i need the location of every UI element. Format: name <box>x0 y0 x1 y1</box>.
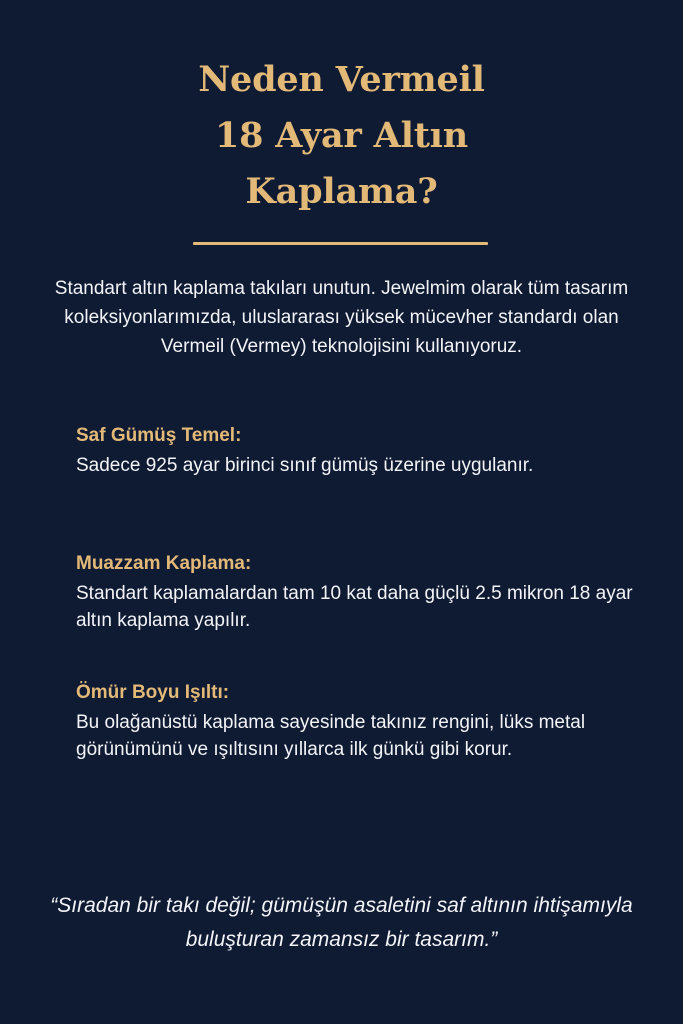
feature-text: Sadece 925 ayar birinci sınıf gümüş üzerine uygulanır. <box>76 455 534 476</box>
feature-title: Muazzam Kaplama: <box>76 553 252 574</box>
title-divider <box>193 242 488 245</box>
title-line-3: Kaplama? <box>245 171 438 212</box>
feature-pure-silver-base <box>76 423 656 479</box>
title-line-2: 18 Ayar Altın <box>214 115 469 156</box>
page-title <box>0 52 683 220</box>
feature-title: Ömür Boyu Işıltı: <box>76 682 230 703</box>
title-line-1: Neden Vermeil <box>198 59 485 100</box>
feature-lifetime-shine <box>76 680 656 763</box>
feature-text: Bu olağanüstü kaplama sayesinde takınız rengini, lüks metal görünümünü ve ışıltısını yıllarca ilk günkü gibi korur. <box>76 712 586 760</box>
closing-quote: “Sıradan bir takı değil; gümüşün asaletini saf altının ihtişamıyla buluşturan zamansız bir tasarım.” <box>50 894 633 951</box>
intro-paragraph: Standart altın kaplama takıları unutun. Jewelmim olarak tüm tasarım koleksiyonlarımızda, uluslararası yüksek mücevher standardı olan Vermeil (Vermey) teknolojisini kullanıyoruz. <box>54 278 629 357</box>
feature-heavy-plating <box>76 551 656 634</box>
feature-text: Standart kaplamalardan tam 10 kat daha güçlü 2.5 mikron 18 ayar altın kaplama yapılır. <box>76 583 633 631</box>
feature-title: Saf Gümüş Temel: <box>76 425 242 446</box>
